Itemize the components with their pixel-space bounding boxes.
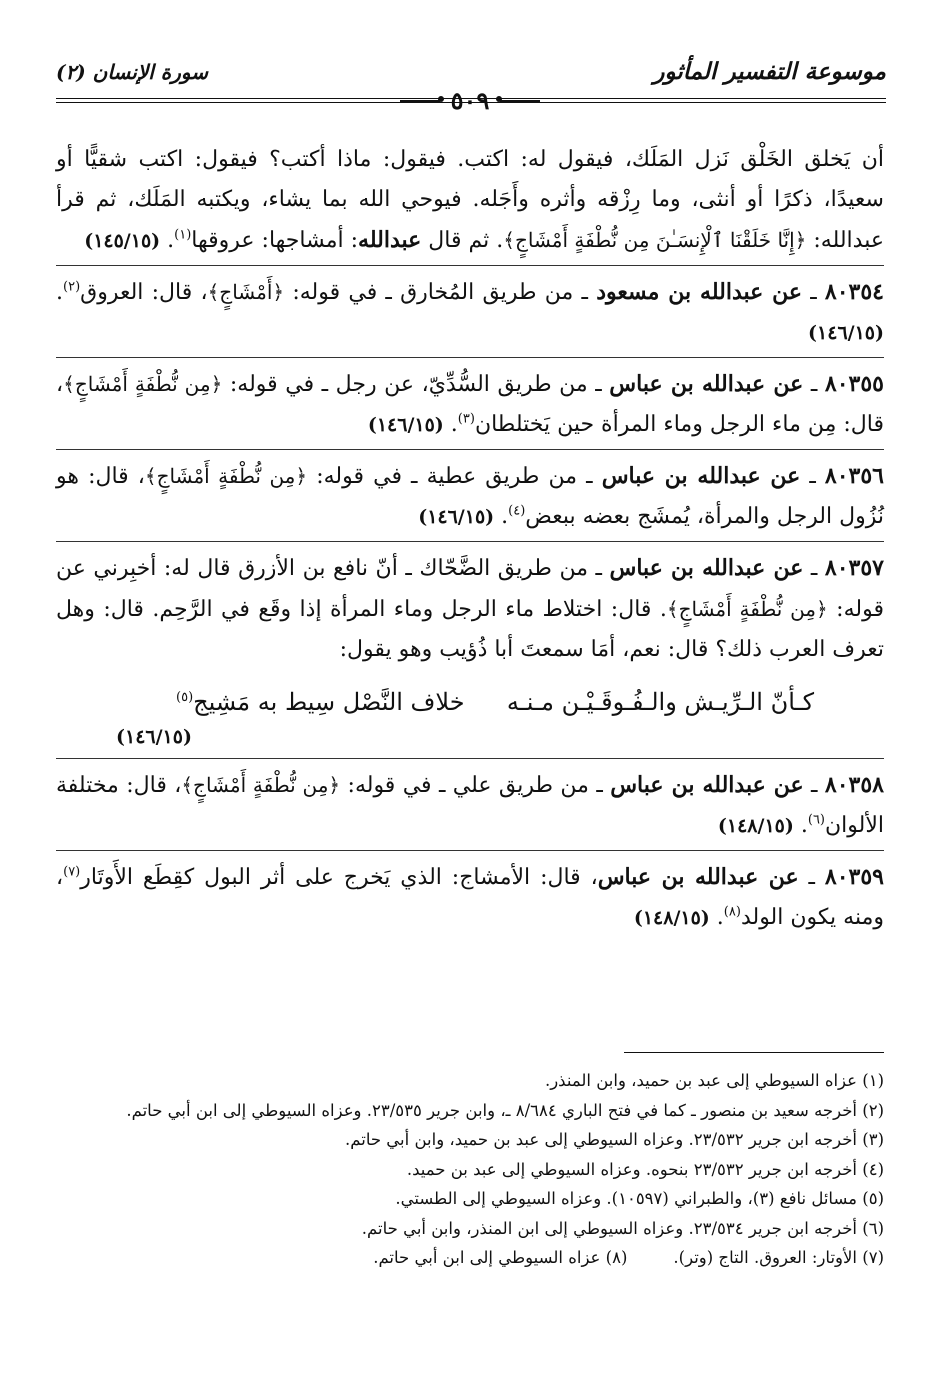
footnote-row — [56, 1243, 884, 1273]
narrator-name: عن عبدالله بن عباس — [601, 463, 801, 489]
footnote: (٥) مسائل نافع (٣)، والطبراني (١٠٥٩٧). وعزاه السيوطي إلى الطستي. — [395, 1189, 884, 1208]
hadith-entry: ٨٠٣٥٨ ـ عن عبدالله بن عباس ـ من طريق علي ـ في قوله: ﴿مِن نُّطْفَةٍ أَمْشَاجٍ﴾، قال: مختلفة الألوان$^{(٦)}$. (١٤٨/١٥) — [56, 772, 884, 838]
hadith-entry: ٨٠٣٥٧ ـ عن عبدالله بن عباس ـ من طريق الضَّحّاك ـ أنّ نافع بن الأزرق قال له: أخبِرني عن قوله: ﴿مِن نُّطْفَةٍ أَمْشَاجٍ﴾. قال: اختلاط ماء الرجل وماء المرأة إذا وقَع في الرَّحِم. قال: وهل تعرف العرب ذلك؟ قال: نعم، أمَا سمعتَ أبا ذُؤيب وهو يقول: — [56, 555, 884, 662]
footnote: (٦) أخرجه ابن جرير ٢٣/٥٣٤. وعزاه السيوطي إلى ابن المنذر، وابن أبي حاتم. — [361, 1218, 884, 1238]
narrator-name: عن عبدالله بن عباس — [609, 555, 804, 581]
footnote: (٧) الأوتار: العروق. التاج (وتر). — [673, 1248, 884, 1267]
entry-number: ٨٠٣٥٩ — [824, 864, 884, 890]
poem-text: خلاف النَّصْل سِيط به مَشِيج — [193, 688, 465, 716]
ornament-left-icon — [400, 100, 440, 102]
entry-text: ـ من طريق الضَّحّاك ـ أنّ نافع بن الأزرق قال له: أخبِرني عن قوله: — [56, 556, 884, 622]
entry-text: ، قال: مختلفة الألوان — [56, 773, 884, 838]
separator — [56, 449, 884, 450]
book-title: موسوعة التفسير المأثور — [653, 58, 886, 85]
intro-line: أن يَخلق الخَلْق نَزل المَلَك، فيقول له: اكتب. فيقول: ماذا أكتب؟ فيقول: اكتب — [138, 147, 884, 172]
footnote: (١) عزاه السيوطي إلى عبد بن حميد، وابن المنذر. — [544, 1071, 884, 1090]
intro-line: شقيًّا أو سعيدًا، ذكرًا أو أنثى، وما رِزْقه وأثره وأَجَله. فيوحي الله بما يشاء، ويكتبه — [56, 147, 884, 212]
entry-text: ـ من طريق السُّدِّيّ، عن رجل ـ في قوله: — [222, 372, 610, 397]
entry-text: . قال: اختلاط ماء الرجل وماء المرأة إذا وقَع في الرَّحِم. قال: وهل تعرف العرب ذلك؟ قال: نعم، أمَا سمعتَ أبا ذُؤيب وهو يقول: — [56, 597, 884, 662]
poem-hemistich-first: كـأنّ الـرِّيـش والـفُـوقَـيْـن مـنـه — [506, 688, 814, 716]
volume-reference: (١٤٨/١٥) — [633, 907, 710, 929]
footnote-marker: (٢) — [63, 279, 81, 295]
separator — [56, 541, 884, 542]
page-number-block — [0, 86, 940, 115]
separator — [56, 265, 884, 266]
hadith-entry: ٨٠٣٥٤ ـ عن عبدالله بن مسعود ـ من طريق المُخارق ـ في قوله: ﴿أَمْشَاجٍ﴾، قال: العروق$^{(٢)}$. (١٤٦/١٥) — [56, 279, 884, 344]
footnote-marker: (٧) — [63, 864, 81, 880]
narrator-name: عن عبدالله بن عباس — [597, 864, 799, 890]
volume-reference: (١٤٥/١٥) — [84, 230, 161, 252]
entry-number: ٨٠٣٥٧ — [824, 555, 884, 581]
footnote-marker: (٣) — [457, 411, 475, 427]
volume-reference: (١٤٦/١٥) — [116, 726, 192, 748]
volume-reference: (١٤٦/١٥) — [418, 506, 495, 528]
entry-text: ، قال: العروق — [80, 280, 208, 305]
entry-text: ، قال: مِن ماء الرجل وماء المرأة حين يَختلطان — [56, 372, 884, 437]
footnote: (٣) أخرجه ابن جرير ٢٣/٥٣٢. وعزاه السيوطي إلى عبد بن حميد، وابن أبي حاتم. — [345, 1130, 884, 1149]
entry-text: ـ من طريق عطية ـ في قوله: — [307, 464, 602, 489]
footnote-marker: (٥) — [176, 690, 194, 705]
entry-text: ، قال: الأمشاج: الذي يَخرج على أثر البول كقِطَع الأَوتَار — [80, 865, 598, 890]
narrator-name: عن عبدالله بن مسعود — [596, 279, 803, 305]
entry-number: ٨٠٣٥٨ — [824, 772, 884, 798]
footnote-marker: (١) — [174, 227, 192, 243]
footnotes — [56, 1066, 884, 1273]
intro-paragraph: أن يَخلق الخَلْق نَزل المَلَك، فيقول له: اكتب. فيقول: ماذا أكتب؟ فيقول: اكتب شقيًّا أو سعيدًا، ذكرًا أو أنثى، وما رِزْقه وأثره وأَجَله. فيوحي الله بما يشاء، ويكتبه المَلَك، ثم قرأ عبدالله: ﴿إِنَّا خَلَقْنَا ٱلْإِنسَـٰنَ مِن نُّطْفَةٍ أَمْشَاجٍ﴾. ثم قال عبدالله: أمشاجها: عروقها$^{(١)}$. (١٤٥/١٥) — [56, 147, 884, 253]
quran-verse: ﴿مِن نُّطْفَةٍ أَمْشَاجٍ﴾ — [181, 773, 341, 797]
narrator-name: عبدالله — [358, 227, 422, 253]
surah-title: سورة الإنسان (٢) — [56, 60, 208, 84]
separator — [56, 357, 884, 358]
entry-text: ، قال: هو نُزُول الرجل والمرأة، يُمشَج بعضه ببعض — [56, 464, 884, 529]
main-text — [56, 140, 884, 938]
volume-reference: (١٤٨/١٥) — [717, 815, 794, 837]
hadith-entry: ٨٠٣٥٦ ـ عن عبدالله بن عباس ـ من طريق عطية ـ في قوله: ﴿مِن نُّطْفَةٍ أَمْشَاجٍ﴾، قال: هو نُزُول الرجل والمرأة، يُمشَج بعضه ببعض$^{(٤)}$. (١٤٦/١٥) — [56, 463, 884, 529]
entry-number: ٨٠٣٥٥ — [824, 371, 884, 397]
intro-line: المَلَك، ثم قرأ عبدالله: — [56, 187, 884, 253]
footnote-marker: (٤) — [508, 503, 526, 519]
entry-text: ـ من طريق علي ـ في قوله: — [340, 773, 611, 798]
footnote-marker: (٦) — [807, 812, 825, 828]
poem-hemistich-second — [176, 682, 465, 722]
separator — [56, 758, 884, 759]
footnote: (٨) عزاه السيوطي إلى ابن أبي حاتم. — [373, 1248, 628, 1267]
poem-verse — [56, 676, 884, 720]
entry-number: ٨٠٣٥٦ — [824, 463, 884, 489]
intro-text: : — [350, 228, 359, 253]
narrator-name: عن عبدالله بن عباس — [610, 772, 804, 798]
entry-text: ، ومنه يكون الولد — [56, 865, 884, 930]
quran-verse: ﴿إِنَّا خَلَقْنَا ٱلْإِنسَـٰنَ مِن نُّطْفَةٍ أَمْشَاجٍ﴾ — [503, 228, 807, 252]
footnote-marker: (٨) — [723, 904, 741, 920]
footnote: (٢) أخرجه سعيد بن منصور ـ كما في فتح الباري ٨/٦٨٤ ـ، وابن جرير ٢٣/٥٣٥. وعزاه السيوطي إلى ابن أبي حاتم. — [126, 1100, 884, 1120]
entry-number: ٨٠٣٥٤ — [824, 279, 884, 305]
separator — [56, 850, 884, 851]
hadith-entry: ٨٠٣٥٥ ـ عن عبدالله بن عباس ـ من طريق السُّدِّيّ، عن رجل ـ في قوله: ﴿مِن نُّطْفَةٍ أَمْشَاجٍ﴾، قال: مِن ماء الرجل وماء المرأة حين يَختلطان$^{(٣)}$. (١٤٦/١٥) — [56, 371, 884, 437]
quran-verse: ﴿مِن نُّطْفَةٍ أَمْشَاجٍ﴾ — [666, 597, 828, 621]
volume-reference: (١٤٦/١٥) — [808, 322, 884, 344]
intro-text: . ثم قال — [421, 228, 504, 253]
footnote: (٤) أخرجه ابن جرير ٢٣/٥٣٢ بنحوه. وعزاه السيوطي إلى عبد بن حميد. — [406, 1159, 884, 1179]
ornament-right-icon — [500, 100, 540, 102]
quran-verse: ﴿مِن نُّطْفَةٍ أَمْشَاجٍ﴾ — [144, 464, 308, 488]
intro-line: أمشاجها: عروقها — [191, 228, 344, 253]
hadith-entry: ٨٠٣٥٩ ـ عن عبدالله بن عباس، قال: الأمشاج: الذي يَخرج على أثر البول كقِطَع الأَوتَار$^{(٧)}$، ومنه يكون الولد$^{(٨)}$. (١٤٨/١٥) — [56, 864, 884, 930]
volume-reference: (١٤٦/١٥) — [367, 414, 444, 436]
footnote-rule — [624, 1052, 884, 1053]
narrator-name: عن عبدالله بن عباس — [609, 371, 804, 397]
quran-verse: ﴿مِن نُّطْفَةٍ أَمْشَاجٍ﴾ — [63, 372, 223, 396]
page-number: ٥٠٩ — [450, 86, 490, 115]
entry-text: ـ من طريق المُخارق ـ في قوله: — [284, 280, 597, 305]
quran-verse: ﴿أَمْشَاجٍ﴾ — [207, 280, 285, 304]
